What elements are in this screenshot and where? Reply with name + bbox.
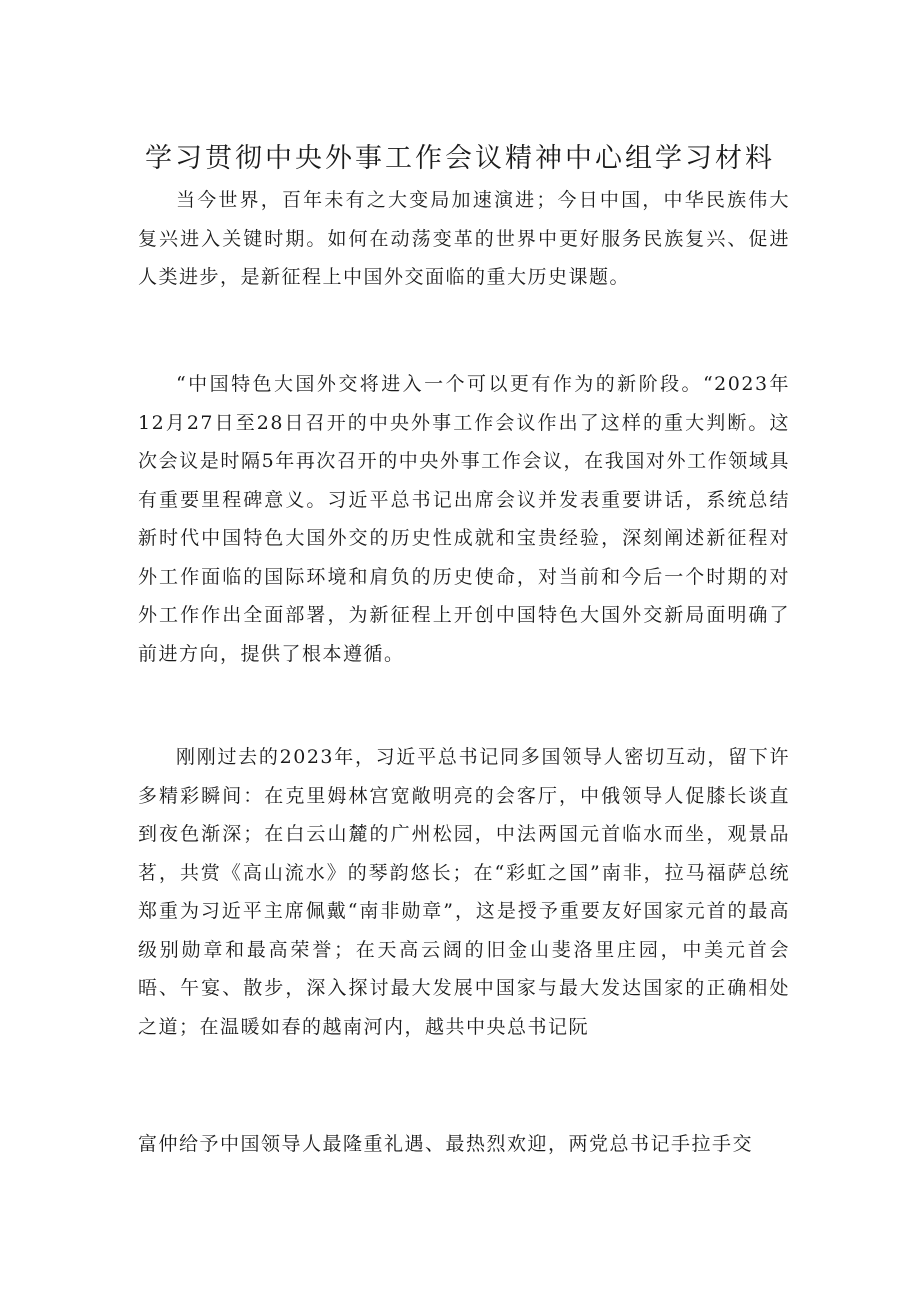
paragraph-conference: “中国特色大国外交将进入一个可以更有作为的新阶段。“2023年12月27日至28日召开的中央外事工作会议作出了这样的重大判断。这次会议是时隔5年再次召开的中央外事工作会议，在我国对外工作领域具有重要里程碑意义。习近平总书记出席会议并发表重要讲话，系统总结新时代中国特色大国外交的历史性成就和宝贵经验，深刻阐述新征程对外工作面临的国际环境和肩负的历史使命，对当前和今后一个时期的对外工作作出全面部署，为新征程上开创中国特色大国外交新局面明确了前进方向，提供了根本遵循。 [138,373,790,665]
paragraph-diplomacy-moments: 刚刚过去的2023年，习近平总书记同多国领导人密切互动，留下许多精彩瞬间：在克里姆林宫宽敞明亮的会客厅，中俄领导人促膝长谈直到夜色渐深；在白云山麓的广州松园，中法两国元首临水而坐，观景品茗，共赏《高山流水》的琴韵悠长；在“彩虹之国”南非，拉马福萨总统郑重为习近平主席佩戴“南非勋章”，这是授予重要友好国家元首的最高级别勋章和最高荣誉；在天高云阔的旧金山斐洛里庄园，中美元首会晤、午宴、散步，深入探讨最大发展中国家与最大发达国家的正确相处之道；在温暖如春的越南河内，越共中央总书记阮 [138,746,790,1038]
paragraph-continuation-line: 富仲给予中国领导人最隆重礼遇、最热烈欢迎，两党总书记手拉手交 [138,1133,754,1155]
paragraph-intro: 当今世界，百年未有之大变局加速演进；今日中国，中华民族伟大复兴进入关键时期。如何在动荡变革的世界中更好服务民族复兴、促进人类进步，是新征程上中国外交面临的重大历史课题。 [138,189,790,288]
document-title: 学习贯彻中央外事工作会议精神中心组学习材料 [145,143,775,174]
